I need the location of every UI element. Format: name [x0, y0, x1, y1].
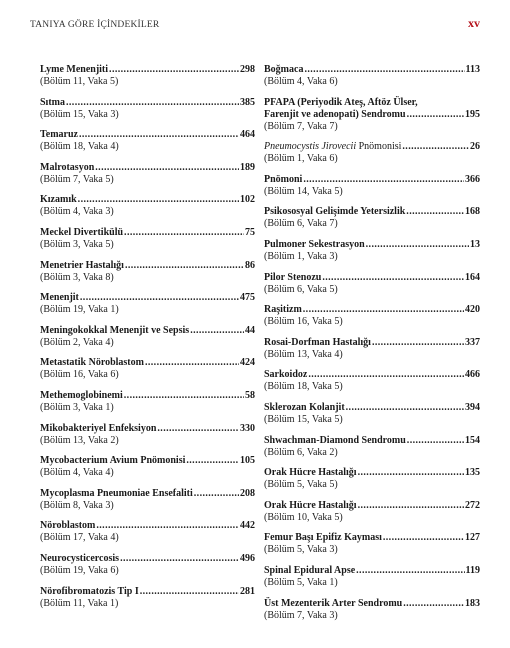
entry-reference: (Bölüm 15, Vaka 3)	[40, 108, 119, 120]
entry-reference: (Bölüm 13, Vaka 4)	[264, 348, 343, 360]
entry-title: Pilor Stenozu	[264, 271, 322, 283]
entry-reference: (Bölüm 17, Vaka 4)	[40, 532, 119, 544]
toc-entry	[40, 357, 255, 381]
entry-reference: (Bölüm 6, Vaka 5)	[264, 283, 338, 295]
toc-entry	[40, 520, 255, 544]
entry-page: 394	[465, 401, 480, 413]
entry-reference: (Bölüm 13, Vaka 2)	[40, 434, 119, 446]
entry-title: Malrotasyon	[40, 161, 95, 173]
entry-page: 330	[240, 422, 255, 434]
entry-page: 420	[465, 304, 480, 316]
entry-reference: (Bölüm 7, Vaka 7)	[264, 120, 338, 132]
toc-entry	[264, 565, 480, 589]
entry-page: 298	[240, 64, 255, 75]
entry-page: 135	[465, 467, 480, 479]
entry-reference: (Bölüm 1, Vaka 6)	[264, 153, 338, 165]
entry-reference: (Bölüm 4, Vaka 4)	[40, 467, 114, 479]
entry-page: 496	[240, 552, 255, 564]
entry-reference: (Bölüm 5, Vaka 1)	[264, 576, 338, 588]
entry-reference: (Bölüm 4, Vaka 6)	[264, 76, 338, 87]
entry-title: Raşitizm	[264, 304, 302, 316]
toc-entry	[264, 369, 480, 393]
entry-page: 164	[465, 271, 480, 283]
entry-reference: (Bölüm 3, Vaka 1)	[40, 401, 114, 413]
entry-title-line-1: PFAPA (Periyodik Ateş, Aftöz Ülser,	[264, 96, 418, 108]
toc-entry	[40, 488, 255, 512]
entry-page: 119	[465, 564, 480, 576]
toc-entry	[40, 227, 255, 251]
entry-title: Meckel Divertikülü	[40, 226, 124, 238]
entry-title: Menenjit	[40, 292, 79, 304]
entry-page: 475	[240, 292, 255, 304]
toc-entry	[264, 598, 480, 622]
entry-title: Sıtma	[40, 96, 65, 108]
toc-right-column	[264, 64, 480, 630]
entry-page: 366	[465, 173, 480, 185]
toc-entry	[40, 97, 255, 121]
entry-reference: (Bölüm 16, Vaka 6)	[40, 369, 119, 381]
toc-entry	[40, 325, 255, 349]
entry-title: Mycoplasma Pneumoniae Ensefaliti	[40, 487, 193, 499]
toc-entry	[40, 423, 255, 447]
toc-entry	[40, 455, 255, 479]
entry-page: 424	[240, 357, 255, 369]
entry-reference: (Bölüm 3, Vaka 8)	[40, 271, 114, 283]
entry-page: 208	[240, 487, 255, 499]
entry-title: Meningokokkal Menenjit ve Sepsis	[40, 324, 190, 336]
entry-reference: (Bölüm 7, Vaka 3)	[264, 609, 338, 621]
entry-page: 44	[245, 324, 255, 336]
entry-page: 102	[240, 194, 255, 206]
entry-page: 105	[240, 455, 255, 467]
toc-entry	[264, 174, 480, 198]
entry-page: 168	[465, 206, 480, 218]
toc-entry	[40, 260, 255, 284]
entry-reference: (Bölüm 3, Vaka 5)	[40, 238, 114, 250]
entry-title: Temaruz	[40, 129, 78, 141]
entry-page: 58	[245, 389, 255, 401]
entry-title: Üst Mezenterik Arter Sendromu	[264, 597, 403, 609]
entry-title-line-2: Farenjit ve adenopati) Sendromu	[264, 108, 406, 120]
entry-title: Boğmaca	[264, 64, 304, 75]
entry-page: 127	[465, 532, 480, 544]
toc-entry	[264, 304, 480, 328]
toc-columns	[40, 64, 480, 630]
entry-reference: (Bölüm 8, Vaka 3)	[40, 499, 114, 511]
entry-title: Pnömoni	[264, 173, 303, 185]
entry-title: Menetrier Hastalığı	[40, 259, 124, 271]
toc-entry	[264, 532, 480, 556]
entry-page: 337	[465, 336, 480, 348]
entry-page: 26	[470, 141, 480, 153]
entry-page: 13	[470, 238, 480, 250]
toc-entry	[40, 162, 255, 186]
toc-entry	[264, 64, 480, 88]
entry-title: Metastatik Nöroblastom	[40, 357, 144, 369]
entry-title: Sarkoidoz	[264, 369, 308, 381]
entry-reference: (Bölüm 7, Vaka 5)	[40, 173, 114, 185]
entry-title: Kızamık	[40, 194, 77, 206]
toc-entry	[264, 239, 480, 263]
entry-title: Shwachman-Diamond Sendromu	[264, 434, 406, 446]
toc-entry	[264, 337, 480, 361]
toc-entry	[264, 272, 480, 296]
entry-title: Nörofibromatozis Tip I	[40, 585, 139, 597]
entry-title: Femur Başı Epifiz Kayması	[264, 532, 382, 544]
entry-page: 466	[465, 369, 480, 381]
entry-title: Pulmoner Sekestrasyon	[264, 238, 365, 250]
running-title: TANIYA GÖRE İÇİNDEKİLER	[30, 20, 160, 30]
entry-page: 183	[465, 597, 480, 609]
entry-reference: (Bölüm 4, Vaka 3)	[40, 206, 114, 218]
entry-title-rest: Pnömonisi	[356, 141, 402, 153]
entry-title: Spinal Epidural Apse	[264, 564, 356, 576]
entry-reference: (Bölüm 18, Vaka 4)	[40, 141, 119, 153]
toc-entry	[40, 129, 255, 153]
entry-reference: (Bölüm 14, Vaka 5)	[264, 185, 343, 197]
toc-entry	[264, 435, 480, 459]
entry-page: 281	[240, 585, 255, 597]
entry-title: Neurocysticercosis	[40, 552, 120, 564]
entry-reference: (Bölüm 15, Vaka 5)	[264, 413, 343, 425]
entry-reference: (Bölüm 6, Vaka 2)	[264, 446, 338, 458]
page-header	[30, 16, 480, 32]
entry-reference: (Bölüm 19, Vaka 1)	[40, 304, 119, 316]
entry-reference: (Bölüm 5, Vaka 3)	[264, 544, 338, 556]
entry-title	[264, 141, 401, 153]
toc-entry	[264, 402, 480, 426]
toc-entry	[40, 586, 255, 610]
entry-page: 154	[465, 434, 480, 446]
entry-title: Nöroblastom	[40, 520, 96, 532]
entry-reference: (Bölüm 19, Vaka 6)	[40, 564, 119, 576]
toc-entry	[264, 467, 480, 491]
page-number: xv	[468, 16, 480, 30]
entry-page: 75	[245, 226, 255, 238]
toc-entry	[40, 553, 255, 577]
entry-title: Orak Hücre Hastalığı	[264, 499, 357, 511]
entry-page: 464	[240, 129, 255, 141]
entry-page: 385	[240, 96, 255, 108]
entry-title: Sklerozan Kolanjit	[264, 401, 345, 413]
toc-left-column	[40, 64, 255, 630]
toc-entry	[40, 194, 255, 218]
entry-reference: (Bölüm 16, Vaka 5)	[264, 316, 343, 328]
entry-page: 272	[465, 499, 480, 511]
toc-entry	[264, 141, 480, 165]
entry-title: Rosai-Dorfman Hastalığı	[264, 336, 371, 348]
toc-entry	[40, 64, 255, 88]
entry-reference: (Bölüm 11, Vaka 1)	[40, 597, 119, 609]
entry-reference: (Bölüm 2, Vaka 4)	[40, 336, 114, 348]
toc-entry	[264, 97, 480, 133]
entry-page: 189	[240, 161, 255, 173]
entry-reference: (Bölüm 11, Vaka 5)	[40, 76, 119, 87]
entry-reference: (Bölüm 5, Vaka 5)	[264, 479, 338, 491]
toc-entry	[40, 292, 255, 316]
entry-title: Methemoglobinemi	[40, 389, 123, 401]
entry-page: 442	[240, 520, 255, 532]
entry-title: Lyme Menenjiti	[40, 64, 109, 75]
entry-title-italic: Pneumocystis Jirovecii	[264, 141, 357, 153]
toc-entry	[264, 500, 480, 524]
entry-title: Mycobacterium Avium Pnömonisi	[40, 455, 186, 467]
entry-reference: (Bölüm 1, Vaka 3)	[264, 250, 338, 262]
entry-reference: (Bölüm 18, Vaka 5)	[264, 381, 343, 393]
entry-page: 195	[465, 108, 480, 120]
entry-reference: (Bölüm 10, Vaka 5)	[264, 511, 343, 523]
entry-title: Mikobakteriyel Enfeksiyon	[40, 422, 157, 434]
entry-page: 86	[245, 259, 255, 271]
entry-title: Orak Hücre Hastalığı	[264, 467, 357, 479]
entry-page: 113	[465, 64, 480, 75]
entry-reference: (Bölüm 6, Vaka 7)	[264, 218, 338, 230]
entry-title: Psikososyal Gelişimde Yetersizlik	[264, 206, 406, 218]
toc-entry	[264, 206, 480, 230]
toc-entry	[40, 390, 255, 414]
